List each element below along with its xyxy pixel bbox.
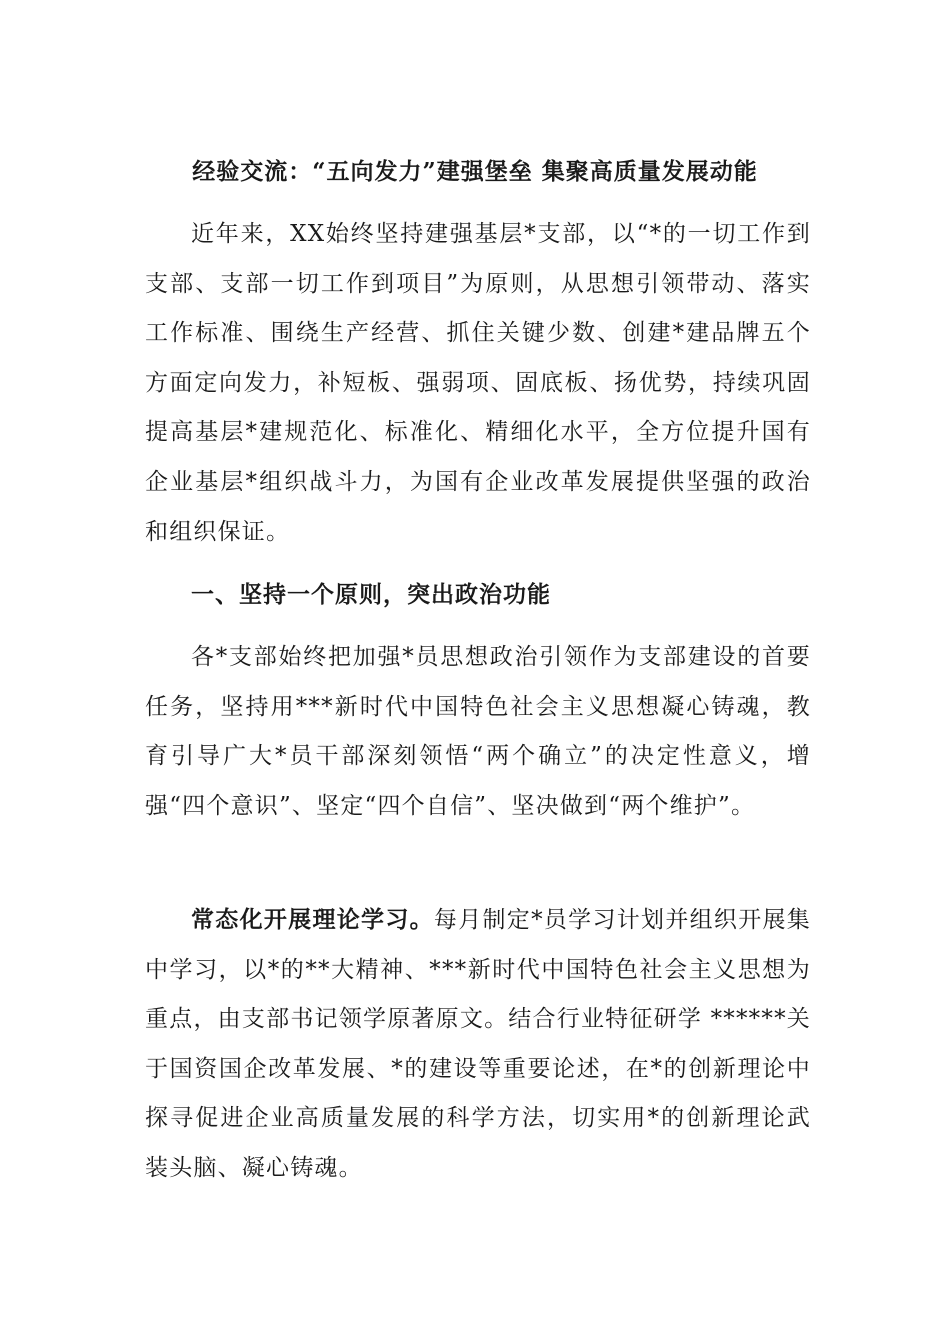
subsection-body: 每月制定*员学习计划并组织开展集中学习，以*的**大精神、***新时代中国特色社会主义思想为重点，由支部书记领学原著原文。结合行业特征研学 ******关于国资国企改革发展、*的建设等重要论述，在*的创新理论中探寻促进企业高质量发展的科学方法，切实用*的创新理论武装头脑、凝心铸魂。 [145,907,811,1181]
intro-paragraph: 近年来，XX始终坚持建强基层*支部，以“*的一切工作到支部、支部一切工作到项目”为原则，从思想引领带动、落实工作标准、围绕生产经营、抓住关键少数、创建*建品牌五个方面定向发力，补短板、强弱项、固底板、扬优势，持续巩固提高基层*建规范化、标准化、精细化水平，全方位提升国有企业基层*组织战斗力，为国有企业改革发展提供坚强的政治和组织保证。 [145,221,811,545]
section-paragraph: 各*支部始终把加强*员思想政治引领作为支部建设的首要任务，坚持用***新时代中国特色社会主义思想凝心铸魂，教育引导广大*员干部深刻领悟“两个确立”的决定性意义，增强“四个意识”、坚定“四个自信”、坚决做到“两个维护”。 [145,644,811,819]
subsection-paragraph [145,895,811,1194]
document-title: 经验交流：“五向发力”建强堡垒 集聚高质量发展动能 [192,158,758,185]
subsection-lead: 常态化开展理论学习。 [191,906,434,933]
section-heading: 一、坚持一个原则，突出政治功能 [191,581,551,608]
